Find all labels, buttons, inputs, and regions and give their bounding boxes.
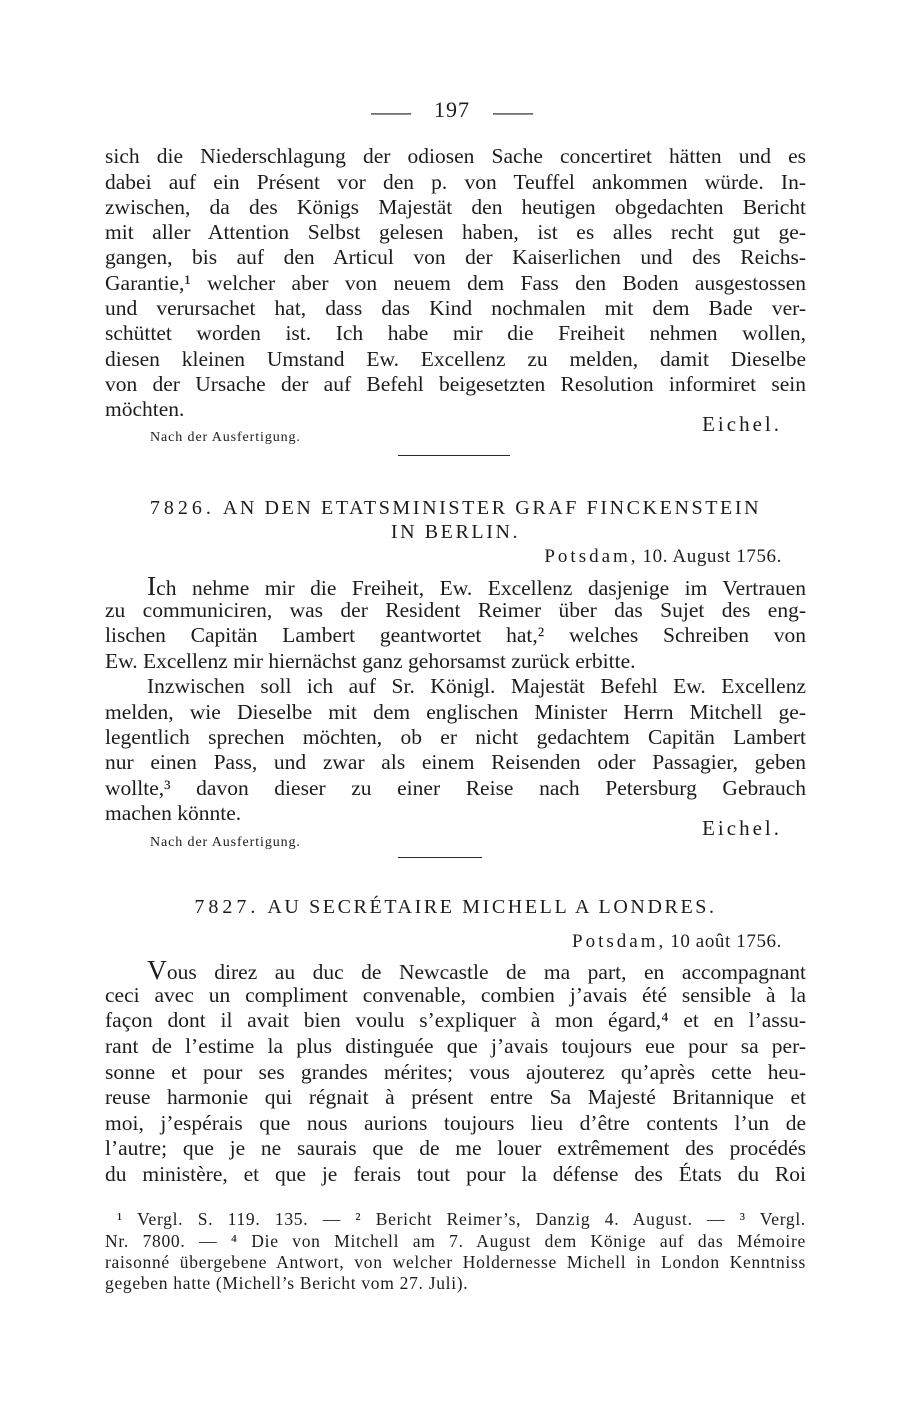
footnote-line: ¹ Vergl. S. 119. 135. — ² Bericht Reimer’s, Danzig 4. August. — ³ Vergl. bbox=[117, 1209, 806, 1230]
text-line: ceci avec un compliment convenable, combien j’avais été sensible à la bbox=[105, 982, 806, 1007]
text-line: mit aller Attention Selbst gelesen haben, ist es alles recht gut ge- bbox=[105, 220, 806, 245]
text-line: und verursachet hat, dass das Kind nochmalen mit dem Bade ver- bbox=[105, 296, 806, 321]
footnote-line: Nr. 7800. — ⁴ Die von Mitchell am 7. August dem Könige auf das Mémoire bbox=[105, 1230, 806, 1251]
text-line: Ew. Excellenz mir hiernächst ganz gehorsamst zurück erbitte. bbox=[105, 648, 636, 673]
letter-heading-continued bbox=[105, 520, 806, 544]
letter-title: AU SECRÉTAIRE MICHELL A LONDRES. bbox=[267, 896, 717, 918]
letter-number: 7826. bbox=[149, 497, 215, 519]
text-line: Garantie,¹ welcher aber von neuem dem Fass den Boden ausgestossen bbox=[105, 270, 806, 295]
letter-heading bbox=[105, 496, 806, 520]
text-line: l’autre; que je ne saurais que de me louer extrêmement des procédés bbox=[105, 1136, 806, 1161]
dateline-date: 10 août 1756. bbox=[670, 931, 782, 952]
letter-heading bbox=[105, 895, 806, 919]
text-line: zwischen, da des Königs Majestät den heutigen obgedachten Bericht bbox=[105, 194, 806, 219]
text-line: legentlich sprechen möchten, ob er nicht gedachtem Capitän Lambert bbox=[105, 725, 806, 750]
text-line: lischen Capitän Lambert geantwortet hat,² welches Schreiben von bbox=[105, 623, 806, 648]
letter-title: AN DEN ETATSMINISTER GRAF FINCKENSTEIN bbox=[222, 497, 762, 519]
text-line: sonne et pour ses grandes mérites; vous ajouterez qu’après cette heu- bbox=[105, 1059, 806, 1084]
text-line: diesen kleinen Umstand Ew. Excellenz zu melden, damit Dieselbe bbox=[105, 346, 806, 371]
separator-rule bbox=[398, 455, 510, 456]
text-line: gangen, bis auf den Articul von der Kaiserlichen und des Reichs- bbox=[105, 245, 806, 270]
source-note: Nach der Ausfertigung. bbox=[150, 430, 301, 445]
text-line: nur einen Pass, und zwar als einem Reisenden oder Passagier, geben bbox=[105, 750, 806, 775]
text-line: schüttet worden ist. Ich habe mir die Freiheit nehmen wollen, bbox=[105, 321, 806, 346]
letter-paragraph bbox=[105, 569, 806, 675]
dateline bbox=[544, 545, 782, 569]
source-note: Nach der Ausfertigung. bbox=[150, 835, 301, 850]
text-line: wollte,³ davon dieser zu einer Reise nach Petersburg Gebrauch bbox=[105, 775, 806, 800]
text-line: dabei auf ein Présent vor den p. von Teuffel ankommen würde. In- bbox=[105, 169, 806, 194]
text-line: Vous direz au duc de Newcastle de ma part, en accompagnant bbox=[147, 954, 806, 986]
dateline-date: 10. August 1756. bbox=[642, 546, 782, 567]
text-line: façon dont il avait bien voulu s’expliquer à mon égard,⁴ et en l’assu- bbox=[105, 1008, 806, 1033]
signature: Eichel. bbox=[702, 412, 782, 436]
letter-paragraph bbox=[105, 674, 806, 826]
text-line: zu communiciren, was der Resident Reimer über das Sujet des eng- bbox=[105, 597, 806, 622]
text-line: du ministère, et que je ferais tout pour la défense des États du Roi bbox=[105, 1161, 806, 1186]
text-line: von der Ursache der auf Befehl beigesetzten Resolution informiret sein bbox=[105, 371, 806, 396]
footnote-line: gegeben hatte (Michell’s Bericht vom 27. Juli). bbox=[105, 1273, 469, 1294]
footnotes bbox=[105, 1209, 806, 1294]
page-number: 197 bbox=[434, 97, 470, 122]
footnote-line: raisonné übergebene Antwort, von welcher Holdernesse Michell in London Kenntniss bbox=[105, 1251, 806, 1272]
text-line: machen könnte. bbox=[105, 801, 242, 826]
letter-title: IN BERLIN. bbox=[390, 521, 521, 543]
continuation-paragraph bbox=[105, 144, 806, 422]
separator-rule bbox=[398, 857, 482, 858]
page-header bbox=[372, 97, 532, 123]
letter-number: 7827. bbox=[194, 896, 260, 918]
dateline-place: Potsdam, bbox=[572, 931, 667, 952]
letter-paragraph bbox=[105, 954, 806, 1187]
text-line: moi, j’espérais que nous aurions toujours lieu d’être contents l’un de bbox=[105, 1110, 806, 1135]
text-line: Inzwischen soll ich auf Sr. Königl. Majestät Befehl Ew. Excellenz bbox=[147, 674, 806, 699]
page-number-dash-right: — bbox=[493, 99, 533, 124]
dateline-place: Potsdam, bbox=[544, 546, 639, 567]
text-line: rant de l’estime la plus distinguée que j’avais toujours eue pour sa per- bbox=[105, 1033, 806, 1058]
text-line: Ich nehme mir die Freiheit, Ew. Excellenz dasjenige im Vertrauen bbox=[147, 569, 806, 601]
text-line: sich die Niederschlagung der odiosen Sache concertiret hätten und es bbox=[105, 144, 806, 169]
text-line: reuse harmonie qui régnait à présent entre Sa Majesté Britannique et bbox=[105, 1085, 806, 1110]
page-number-dash-left: — bbox=[371, 99, 411, 124]
dateline bbox=[572, 930, 782, 954]
text-line: möchten. bbox=[105, 397, 185, 422]
signature: Eichel. bbox=[702, 816, 782, 840]
text-line: melden, wie Dieselbe mit dem englischen Minister Herrn Mitchell ge- bbox=[105, 699, 806, 724]
